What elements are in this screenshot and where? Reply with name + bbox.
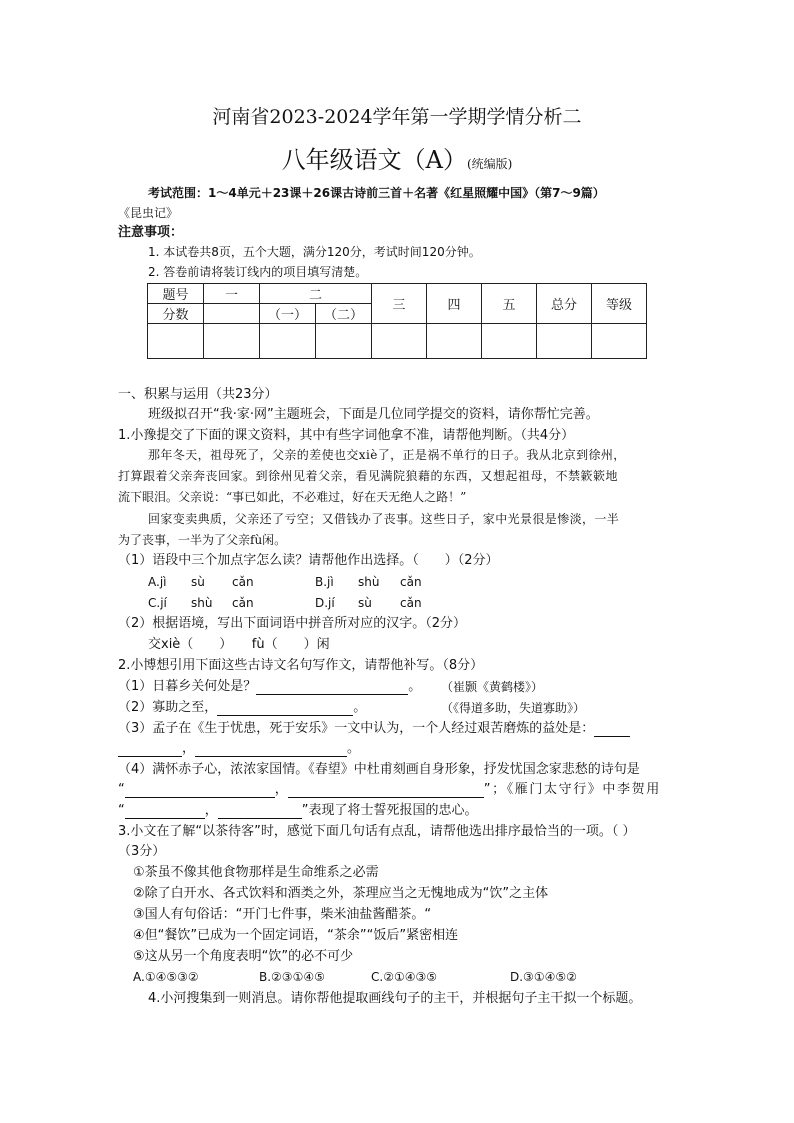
- question-2-part-4-cont: [118, 782, 661, 798]
- option-d-reading: cǎn: [400, 596, 422, 610]
- option-c-reading: cǎn: [232, 596, 254, 610]
- score-table-cell: [204, 324, 260, 359]
- poem-prompt: ”；《雁门太守行》中李贺用: [483, 782, 661, 797]
- score-table-header: （一）: [260, 304, 316, 324]
- score-table-header: 分数: [148, 304, 204, 324]
- punctuation: 。: [347, 741, 361, 756]
- question-2-part-4: （4）满怀赤子心，浓浓家国情。《春望》中杜甫刻画自身形象，抒发忧国念家悲愁的诗句是: [118, 762, 640, 777]
- punctuation: ，: [274, 782, 288, 797]
- answer-blank[interactable]: [218, 805, 302, 819]
- question-2-part-1: （1）日暮乡关何处是？ 。: [118, 679, 422, 694]
- question-1-part-1: （1）语段中三个加点字怎么读？请帮他作出选择。（ ）（2分）: [118, 553, 499, 568]
- score-table-header: 五: [482, 284, 537, 324]
- score-table-header: 等级: [592, 284, 647, 324]
- question-2-part-4-end: [118, 803, 478, 819]
- score-table-header: （二）: [316, 304, 372, 324]
- question-2-part-2: [118, 700, 366, 716]
- score-table-header: 四: [427, 284, 482, 324]
- notes-heading: 注意事项：: [118, 225, 184, 240]
- exam-scope-line1: 考试范围：1～4单元＋23课＋26课古诗前三首＋名著《红星照耀中国》（第7～9篇）: [148, 186, 605, 200]
- poem-prompt: （1）日暮乡关何处是？: [118, 679, 257, 694]
- score-table-cell: [592, 324, 647, 359]
- question-1-part-2: （2）根据语境，写出下面词语中拼音所对应的汉字。（2分）: [118, 616, 467, 631]
- score-table-header: 三: [372, 284, 427, 324]
- poem-source: （《得道多助，失道寡助》）: [441, 701, 586, 715]
- choice-option-c[interactable]: C.②①④③⑤: [371, 970, 437, 984]
- score-table-cell: [204, 304, 260, 324]
- option-c-reading: C.jí: [148, 596, 167, 610]
- question-2-part-3-cont: [118, 741, 360, 757]
- answer-blank[interactable]: [256, 681, 408, 695]
- sentence-item: ②除了白开水、各式饮料和酒类之外，茶理应当之无愧地成为“饮”之主体: [133, 886, 549, 901]
- option-d-reading: sù: [358, 596, 372, 610]
- sentence-item: ⑤这从另一个角度表明“饮”的必不可少: [133, 949, 354, 964]
- option-b-reading: B.jì: [315, 575, 334, 589]
- exam-scope-line2: 《昆虫记》: [118, 206, 179, 220]
- punctuation: “: [118, 782, 125, 797]
- passage-line: 那年冬天，祖母死了，父亲的差使也交xiè了，正是祸不单行的日子。我从北京到徐州，: [148, 448, 626, 462]
- section-heading: 一、积累与运用（共23分）: [118, 387, 278, 402]
- answer-blank[interactable]: [217, 702, 353, 716]
- score-table-header: 总分: [537, 284, 592, 324]
- option-d-reading: D.jí: [315, 596, 335, 610]
- score-table-cell: [316, 324, 372, 359]
- poem-prompt: （2）寡助之至，: [118, 700, 218, 715]
- answer-blank[interactable]: [594, 723, 630, 737]
- answer-blank[interactable]: [125, 805, 205, 819]
- score-table-header: 题号: [148, 284, 204, 304]
- punctuation: 。: [353, 700, 367, 715]
- option-a-reading: cǎn: [232, 575, 254, 589]
- punctuation: ，: [204, 803, 218, 818]
- question-4-stem: 4.小河搜集到一则消息。请你帮他提取画线句子的主干，并根据句子主干拟一个标题。: [148, 991, 642, 1006]
- passage-line: 回家变卖典质，父亲还了亏空；又借钱办了丧事。这些日子，家中光景很是惨淡，一半: [148, 512, 620, 526]
- punctuation: “: [118, 803, 125, 818]
- score-table-cell: [427, 324, 482, 359]
- score-table-cell: [537, 324, 592, 359]
- score-table: [147, 283, 647, 359]
- question-1-stem: 1.小豫提交了下面的课文资料，其中有些字词他拿不准，请帮他判断。（共4分）: [118, 428, 575, 443]
- subject-name: 八年级语文（A）: [281, 146, 467, 174]
- choice-option-b[interactable]: B.②③①④⑤: [259, 970, 325, 984]
- passage-line: 打算跟着父亲奔丧回家。到徐州见着父亲，看见满院狼藉的东西，又想起祖母，不禁簌簌地: [118, 469, 619, 483]
- choice-option-d[interactable]: D.③①④⑤②: [510, 970, 577, 984]
- score-table-cell: [482, 324, 537, 359]
- poem-prompt: （3）孟子在《生于忧患，死于安乐》一文中认为，一个人经过艰苦磨炼的益处是：: [118, 721, 595, 736]
- answer-blank[interactable]: [288, 784, 484, 798]
- question-3-points: （3分）: [118, 844, 166, 859]
- question-2-stem: 2.小博想引用下面这些古诗文名句写作文，请帮他补写。（8分）: [118, 658, 484, 673]
- exam-title: 河南省2023-2024学年第一学期学情分析二: [212, 106, 582, 128]
- edition-label: (统编版): [466, 157, 513, 171]
- score-table-header: 一: [204, 284, 260, 304]
- poem-prompt: ”表现了将士誓死报国的忠心。: [301, 803, 478, 818]
- sentence-item: ①茶虽不像其他食物那样是生命维系之必需: [133, 865, 379, 880]
- passage-line: 为了丧事，一半为了父亲fù闲。: [118, 533, 287, 547]
- answer-blank[interactable]: [195, 743, 347, 757]
- poem-source: （崔颢《黄鹤楼》）: [441, 680, 544, 694]
- option-c-reading: shù: [191, 596, 213, 610]
- score-table-header: 二: [260, 284, 372, 304]
- score-table-cell: [260, 324, 316, 359]
- option-b-reading: shù: [358, 575, 380, 589]
- question-3-stem: 3.小文在了解“以茶待客”时，感觉下面几句话有点乱，请帮他选出排序最恰当的一项。（ ）: [118, 824, 636, 839]
- choice-option-a[interactable]: A.①④⑤③②: [133, 970, 199, 984]
- question-2-part-3: [118, 721, 630, 737]
- punctuation: ，: [182, 741, 196, 756]
- answer-blank[interactable]: [125, 784, 275, 798]
- option-a-reading: A.jì: [148, 575, 167, 589]
- exam-subtitle: [0, 146, 794, 175]
- option-a-reading: sù: [191, 575, 205, 589]
- question-1-part-2-items: 交xiè（ ） fù（ ）闲: [148, 637, 330, 652]
- sentence-item: ④但“餐饮”已成为一个固定词语，“茶余”“饭后”紧密相连: [133, 928, 459, 943]
- section-intro: 班级拟召开“我·家·网”主题班会，下面是几位同学提交的资料，请你帮忙完善。: [148, 407, 599, 422]
- note-item: 2. 答卷前请将装订线内的项目填写清楚。: [148, 265, 368, 279]
- note-item: 1. 本试卷共8页，五个大题，满分120分，考试时间120分钟。: [148, 245, 481, 259]
- score-table-cell: [148, 324, 204, 359]
- answer-blank[interactable]: [118, 743, 182, 757]
- option-b-reading: cǎn: [400, 575, 422, 589]
- sentence-item: ③国人有句俗话：“开门七件事，柴米油盐酱醋茶。“: [133, 907, 432, 922]
- score-table-cell: [372, 324, 427, 359]
- passage-line: 流下眼泪。父亲说：“事已如此，不必难过，好在天无绝人之路！”: [118, 490, 467, 504]
